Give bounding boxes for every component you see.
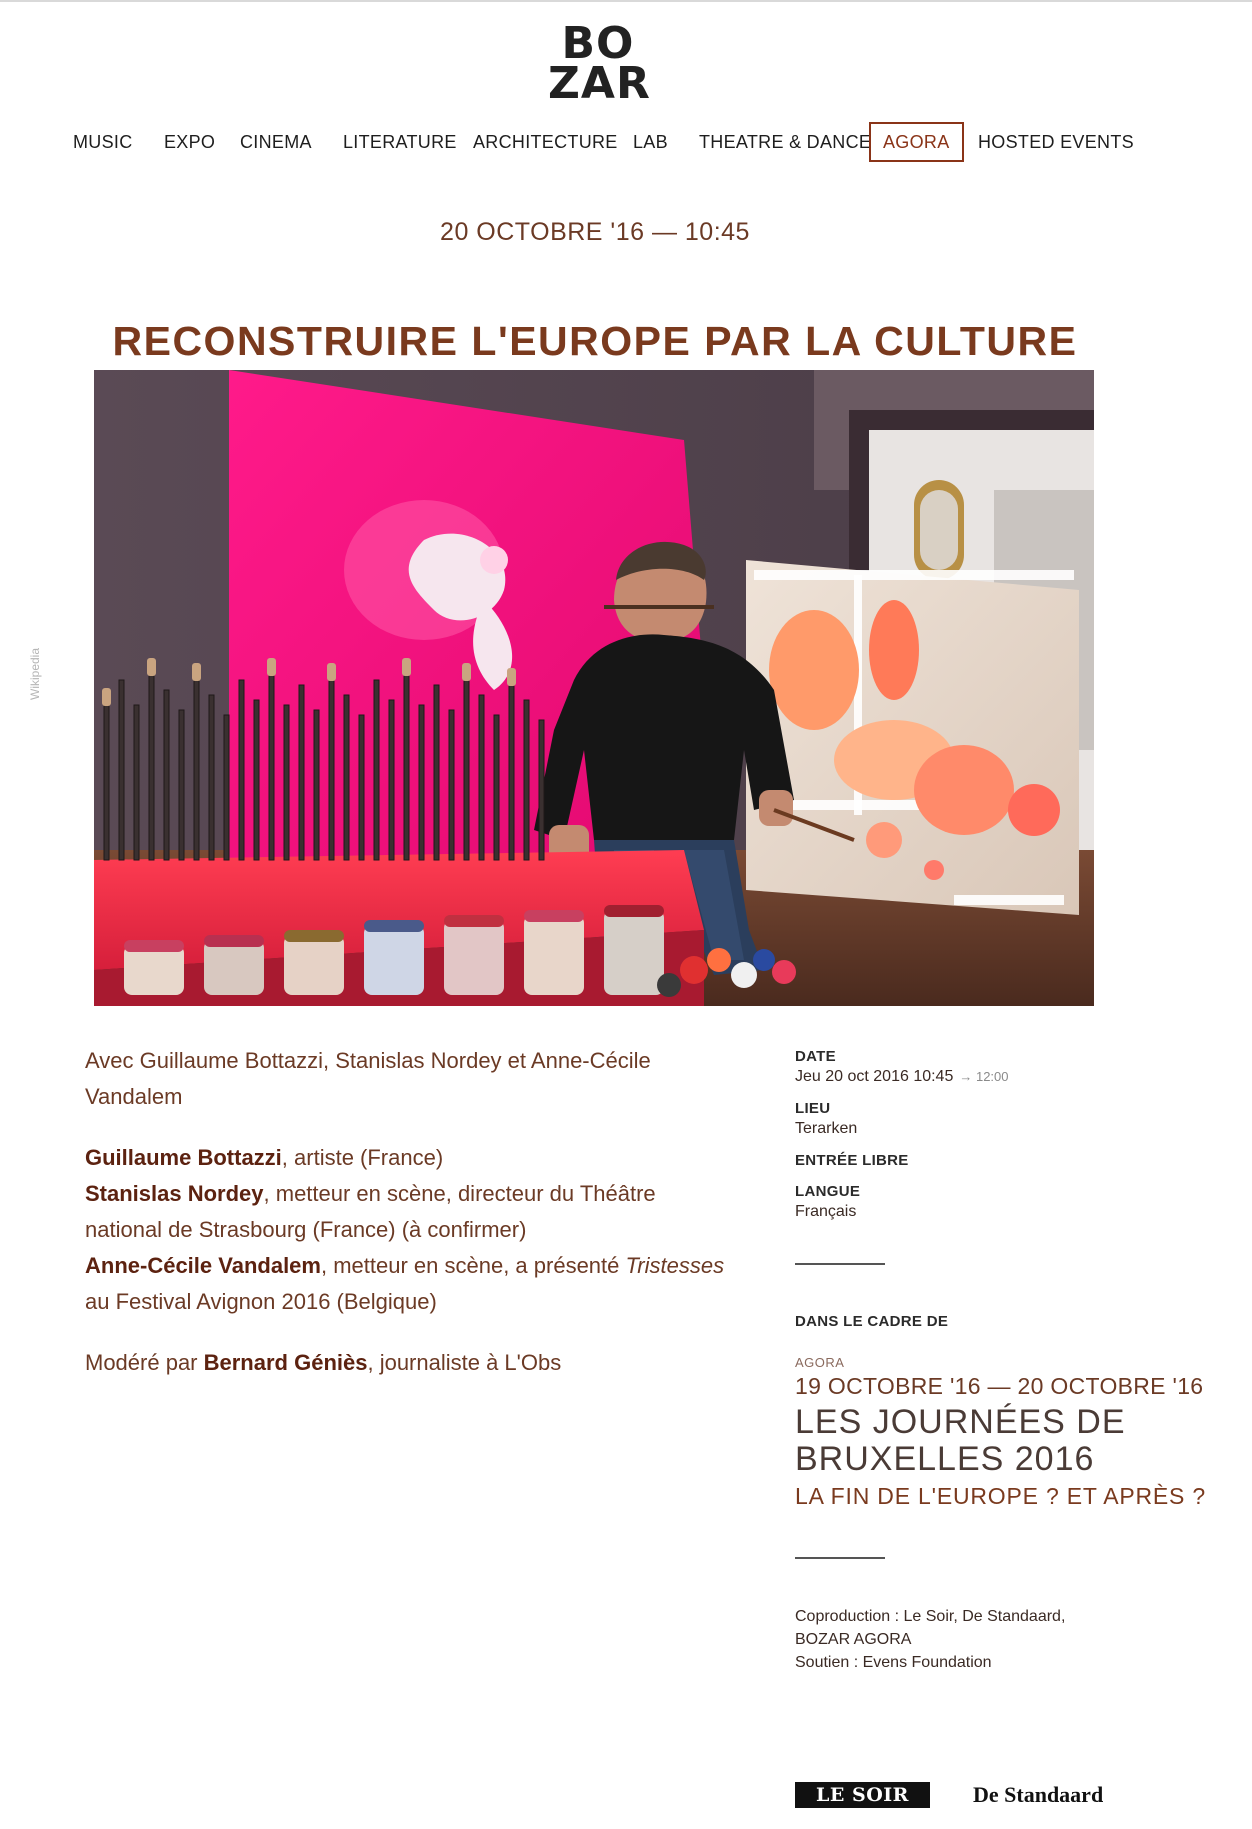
- language-value: Français: [795, 1203, 857, 1220]
- nav-item-agora[interactable]: AGORA: [869, 122, 964, 162]
- venue-block: [795, 1100, 1235, 1138]
- coproduction-line: BOZAR AGORA: [795, 1631, 912, 1648]
- logo-line-1: BO: [561, 18, 635, 69]
- intro-paragraph: Avec Guillaume Bottazzi, Stanislas Nordey et Anne-Cécile Vandalem: [85, 1048, 651, 1109]
- language-label: LANGUE: [795, 1183, 861, 1200]
- date-value: Jeu 20 oct 2016 10:45: [795, 1068, 954, 1085]
- nav-item-literature[interactable]: LITERATURE: [343, 132, 457, 152]
- framework-label: DANS LE CADRE DE: [795, 1313, 949, 1330]
- nav-item-music[interactable]: MUSIC: [73, 132, 133, 152]
- speaker-name-vandalem: Anne-Cécile Vandalem: [85, 1253, 321, 1278]
- nav-item-lab[interactable]: LAB: [633, 132, 668, 152]
- logo-line-2: ZAR: [548, 58, 651, 109]
- moderator-paragraph: [85, 1345, 725, 1381]
- date-label: DATE: [795, 1048, 836, 1065]
- divider: [795, 1557, 885, 1559]
- moderator-prefix: Modéré par: [85, 1350, 204, 1375]
- nav-item-hosted-events[interactable]: HOSTED EVENTS: [978, 132, 1134, 152]
- nav-item-expo[interactable]: EXPO: [164, 132, 216, 152]
- entry-block: [795, 1152, 1235, 1169]
- nav-item-architecture[interactable]: ARCHITECTURE: [473, 132, 618, 152]
- moderator-name: Bernard Géniès: [203, 1350, 368, 1375]
- speaker-role-vandalem: , metteur en scène, a présenté: [320, 1253, 626, 1278]
- date-end: → 12:00: [959, 1069, 1009, 1084]
- image-credit: Wikipedia: [28, 647, 42, 700]
- framework-subtitle[interactable]: LA FIN DE L'EUROPE ? ET APRÈS ?: [795, 1483, 1206, 1509]
- speaker-name-nordey: Stanislas Nordey: [85, 1181, 264, 1206]
- entry-label: ENTRÉE LIBRE: [795, 1152, 909, 1169]
- venue-value[interactable]: Terarken: [795, 1120, 858, 1137]
- coproduction-line: Coproduction : Le Soir, De Standaard,: [795, 1608, 1066, 1625]
- top-rule: [0, 0, 1252, 2]
- divider: [795, 1263, 885, 1265]
- play-title: Tristesses: [625, 1253, 725, 1278]
- speaker-name-bottazzi: Guillaume Bottazzi: [85, 1145, 282, 1170]
- event-sidebar: [795, 1048, 1235, 1674]
- nav-item-cinema[interactable]: CINEMA: [240, 132, 312, 152]
- moderator-role: , journaliste à L'Obs: [367, 1350, 562, 1375]
- speakers-paragraph: [85, 1140, 725, 1320]
- speaker-role-bottazzi: , artiste (France): [281, 1145, 444, 1170]
- event-datetime: 20 OCTOBRE '16 — 10:45: [440, 218, 750, 246]
- event-description: [85, 1043, 725, 1406]
- le-soir-logo[interactable]: LE SOIR: [795, 1782, 930, 1808]
- hero-image: [94, 370, 1094, 1006]
- framework-dates: 19 OCTOBRE '16 — 20 OCTOBRE '16: [795, 1373, 1204, 1399]
- venue-label: LIEU: [795, 1100, 831, 1117]
- framework-title[interactable]: LES JOURNÉES DE BRUXELLES 2016: [795, 1403, 1126, 1478]
- language-block: [795, 1183, 1235, 1221]
- date-block: [795, 1048, 1235, 1086]
- main-navigation: [62, 122, 1192, 162]
- support-line: Soutien : Evens Foundation: [795, 1654, 992, 1671]
- sponsor-logos: [795, 1782, 1235, 1812]
- event-title: RECONSTRUIRE L'EUROPE PAR LA CULTURE: [112, 318, 1078, 364]
- date-value-row: [795, 1068, 1235, 1086]
- coproduction-info: [795, 1605, 1235, 1674]
- nav-item-theatre-dance[interactable]: THEATRE & DANCE: [699, 132, 872, 152]
- speaker-role-vandalem-end: au Festival Avignon 2016 (Belgique): [85, 1289, 437, 1314]
- framework-category[interactable]: AGORA: [795, 1355, 845, 1370]
- speaker-role-nordey: , metteur en scène, directeur du Théâtre national de Strasbourg (France) (à confirmer): [85, 1181, 656, 1242]
- de-standaard-logo[interactable]: De Standaard: [973, 1782, 1104, 1807]
- bozar-logo[interactable]: [548, 18, 651, 109]
